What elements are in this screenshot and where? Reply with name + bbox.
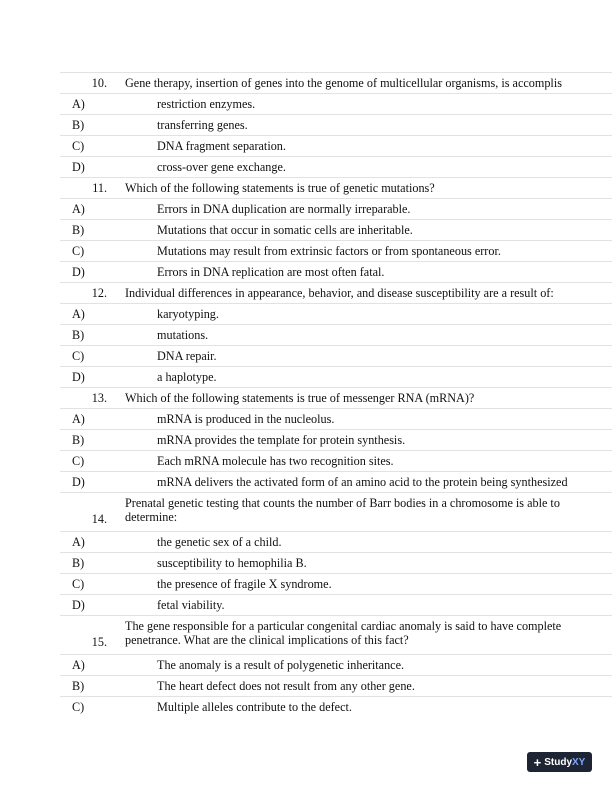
option-row — [60, 135, 612, 156]
option-row — [60, 531, 612, 552]
option-text: Mutations that occur in somatic cells are inheritable. — [157, 223, 413, 237]
option-text: cross-over gene exchange. — [157, 160, 286, 174]
option-row — [60, 654, 612, 675]
option-row — [60, 219, 612, 240]
option-letter: B) — [72, 556, 85, 570]
option-text: DNA repair. — [157, 349, 217, 363]
option-text: susceptibility to hemophilia B. — [157, 556, 307, 570]
question-number: 12. — [91, 286, 107, 300]
option-row — [60, 156, 612, 177]
option-letter: B) — [72, 223, 85, 237]
question-number: 11. — [92, 181, 107, 195]
badge-brand — [544, 757, 585, 768]
option-row — [60, 324, 612, 345]
option-text: restriction enzymes. — [157, 97, 256, 111]
option-row — [60, 303, 612, 324]
option-letter: C) — [72, 349, 85, 363]
option-row — [60, 93, 612, 114]
question-row — [60, 387, 612, 408]
question-number: 15. — [91, 635, 107, 649]
question-row — [60, 282, 612, 303]
option-row — [60, 366, 612, 387]
option-letter: C) — [72, 244, 85, 258]
question-stem: Which of the following statements is true of genetic mutations? — [125, 181, 435, 195]
option-text: Multiple alleles contribute to the defect. — [157, 700, 352, 714]
question-sheet — [60, 72, 612, 717]
option-letter: D) — [72, 370, 85, 384]
option-row — [60, 198, 612, 219]
question-row — [60, 615, 612, 654]
option-text: mRNA is produced in the nucleolus. — [157, 412, 335, 426]
option-letter: D) — [72, 265, 85, 279]
option-letter: A) — [72, 535, 85, 549]
option-text: DNA fragment separation. — [157, 139, 286, 153]
option-text: The heart defect does not result from any other gene. — [157, 679, 415, 693]
option-text: Each mRNA molecule has two recognition sites. — [157, 454, 394, 468]
option-letter: D) — [72, 160, 85, 174]
option-text: the presence of fragile X syndrome. — [157, 577, 332, 591]
option-letter: D) — [72, 598, 85, 612]
option-letter: C) — [72, 577, 85, 591]
option-text: Mutations may result from extrinsic factors or from spontaneous error. — [157, 244, 501, 258]
option-letter: A) — [72, 202, 85, 216]
question-stem: The gene responsible for a particular congenital cardiac anomaly is said to have complete penetrance. What are the clinical implications of this fact? — [125, 619, 562, 647]
question-stem: Gene therapy, insertion of genes into the genome of multicellular organisms, is accomplis — [125, 76, 562, 90]
option-letter: A) — [72, 412, 85, 426]
option-letter: B) — [72, 433, 85, 447]
option-letter: B) — [72, 679, 85, 693]
badge-brand-suffix: XY — [572, 756, 586, 768]
option-letter: D) — [72, 475, 85, 489]
option-row — [60, 552, 612, 573]
option-text: a haplotype. — [157, 370, 217, 384]
option-text: mRNA delivers the activated form of an amino acid to the protein being synthesized — [157, 475, 568, 489]
option-text: Errors in DNA replication are most often fatal. — [157, 265, 385, 279]
option-text: The anomaly is a result of polygenetic inheritance. — [157, 658, 405, 672]
option-letter: C) — [72, 454, 85, 468]
option-row — [60, 408, 612, 429]
option-text: mutations. — [157, 328, 209, 342]
plus-icon: + — [533, 754, 542, 770]
option-row — [60, 675, 612, 696]
option-row — [60, 471, 612, 492]
question-number: 14. — [91, 512, 107, 526]
badge-brand-prefix: Study — [544, 756, 573, 768]
option-row — [60, 345, 612, 366]
option-row — [60, 696, 612, 717]
option-letter: A) — [72, 307, 85, 321]
studyxy-badge[interactable] — [527, 752, 592, 772]
option-row — [60, 261, 612, 282]
option-letter: C) — [72, 700, 85, 714]
option-text: fetal viability. — [157, 598, 225, 612]
question-row — [60, 72, 612, 93]
option-row — [60, 114, 612, 135]
option-row — [60, 240, 612, 261]
option-text: mRNA provides the template for protein synthesis. — [157, 433, 406, 447]
option-letter: C) — [72, 139, 85, 153]
option-text: karyotyping. — [157, 307, 219, 321]
option-row — [60, 429, 612, 450]
question-stem: Prenatal genetic testing that counts the number of Barr bodies in a chromosome is able to determine: — [125, 496, 560, 524]
question-row — [60, 177, 612, 198]
question-row — [60, 492, 612, 531]
option-row — [60, 450, 612, 471]
option-letter: A) — [72, 97, 85, 111]
option-letter: B) — [72, 118, 85, 132]
option-row — [60, 594, 612, 615]
question-stem: Which of the following statements is true of messenger RNA (mRNA)? — [125, 391, 475, 405]
option-text: the genetic sex of a child. — [157, 535, 282, 549]
question-number: 10. — [91, 76, 107, 90]
option-text: Errors in DNA duplication are normally irreparable. — [157, 202, 411, 216]
option-text: transferring genes. — [157, 118, 248, 132]
option-row — [60, 573, 612, 594]
question-stem: Individual differences in appearance, behavior, and disease susceptibility are a result of: — [125, 286, 554, 300]
option-letter: A) — [72, 658, 85, 672]
option-letter: B) — [72, 328, 85, 342]
question-number: 13. — [91, 391, 107, 405]
